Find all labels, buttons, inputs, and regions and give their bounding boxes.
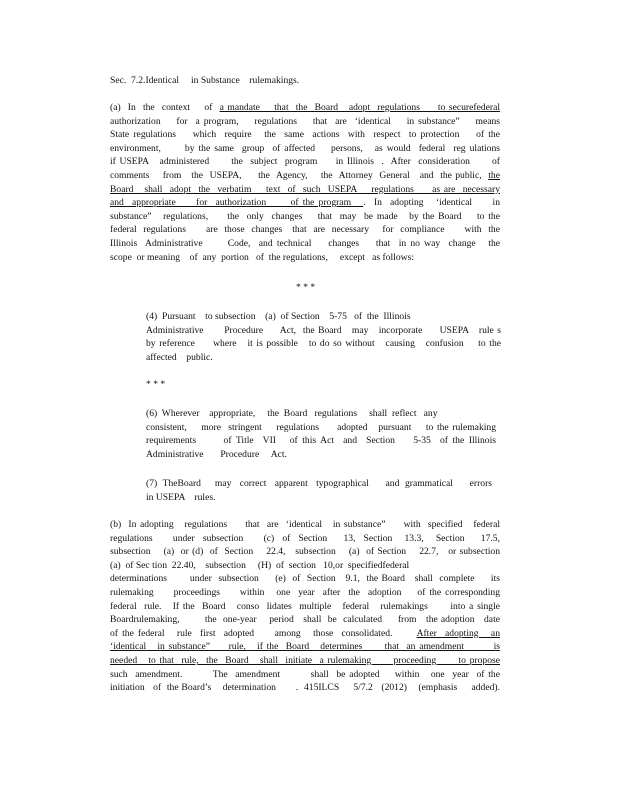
text-line: [110, 586, 500, 600]
text-line: [110, 572, 500, 586]
text-segment: substance” regulations, the only changes that may be made by the Board to the: [110, 210, 500, 222]
text-line: [110, 169, 500, 183]
underlined-text: Board shall adopt the verbatim text of such USEPA regulations as are necessary: [110, 183, 500, 195]
text-segment: affected public.: [146, 351, 213, 363]
text-line: [146, 310, 501, 324]
text-segment: Boardrulemaking, the one-year period shall be calculated from the adoption date: [110, 614, 500, 626]
text-line: [110, 559, 500, 573]
text-segment: Illinois Administrative Code, and technical changes that in no way change the: [110, 237, 500, 249]
text-line: [110, 640, 500, 654]
text-line: [110, 518, 500, 532]
text-line: [146, 351, 501, 365]
item-4: [146, 310, 501, 364]
text-segment: environment, by the same group of affected persons, as would federal reg ulations: [110, 142, 500, 154]
item-7: [146, 477, 492, 504]
text-segment: consistent, more stringent regulations adopted pursuant to the rulemaking: [146, 421, 496, 433]
text-segment: rulemaking proceedings within one year after the adoption of the corresponding: [110, 586, 500, 598]
text-line: [110, 600, 500, 614]
text-segment: requirements of Title VII of this Act and Section 5-35 of the Illinois: [146, 435, 496, 447]
underlined-text: needed to that rule, the Board shall initiate a rulemaking proceeding to propose: [110, 654, 500, 666]
text-line: [146, 337, 501, 351]
text-line: [110, 142, 500, 156]
text-line: [110, 545, 500, 559]
text-line: [110, 115, 500, 129]
ellipsis-stars: * * *: [146, 379, 166, 390]
underlined-text: and appropriate for authorization of the program: [110, 197, 364, 209]
text-segment: Administrative Procedure Act, the Board may incorporate USEPA rule s: [146, 324, 501, 336]
text-segment: authorization for a program, regulations that are ‘identical in substance” means: [110, 115, 500, 127]
text-line: [110, 210, 500, 224]
text-line: [146, 477, 492, 491]
text-segment: of the federal rule first adopted among those consolidated.: [110, 627, 417, 639]
text-segment: by reference where it is possible to do so without causing confusion to the: [146, 338, 501, 350]
text-segment: determinations under subsection (e) of Section 9.1, the Board shall complete its: [110, 573, 500, 585]
text-line: [146, 434, 496, 448]
text-line: [110, 223, 500, 237]
text-line: [146, 421, 496, 435]
section-heading: Sec. 7.2.Identical in Substance rulemakings.: [110, 75, 300, 86]
text-segment: (b) In adopting regulations that are ‘identical in substance” with specified federal: [110, 519, 500, 530]
text-line: [110, 681, 500, 695]
text-segment: federal rule. If the Board conso lidates multiple federal rulemakings into a single: [110, 600, 500, 612]
ellipsis-stars: * * *: [296, 282, 316, 293]
text-segment: federal regulations are those changes that are necessary for compliance with the: [110, 224, 500, 236]
text-line: [110, 237, 500, 251]
text-segment: in USEPA rules.: [146, 491, 216, 503]
text-segment: if USEPA administered the subject program in Illinois . After consideration of: [110, 156, 500, 168]
text-segment: scope or meaning of any portion of the regulations, except as follows:: [110, 251, 414, 263]
paragraph-b: [110, 518, 500, 695]
text-segment: (7) TheBoard may correct apparent typographical and grammatical errors: [146, 478, 492, 489]
text-line: [110, 654, 500, 668]
text-segment: . In adopting ‘identical in: [363, 197, 500, 209]
underlined-text: After adopting an: [416, 627, 500, 639]
text-segment: regulations under subsection (c) of Section 13, Section 13.3, Section 17.5,: [110, 532, 500, 544]
text-line: [146, 324, 501, 338]
text-segment: subsection (a) or (d) of Section 22.4, subsection (a) of Section 22.7, or subsection: [110, 546, 500, 558]
text-segment: (4) Pursuant to subsection (a) of Section 5-75 of the Illinois: [146, 311, 411, 322]
text-line: [110, 183, 500, 197]
text-line: [110, 613, 500, 627]
underlined-text: the: [488, 169, 500, 181]
text-segment: such amendment. The amendment shall be adopted within one year of the: [110, 668, 500, 680]
item-6: [146, 407, 496, 461]
text-segment: initiation of the Board’s determination . 415ILCS 5/7.2 (2012) (emphasis added).: [110, 682, 500, 694]
text-line: [110, 196, 500, 210]
text-segment: (a) In the context of: [110, 102, 220, 113]
text-segment: Administrative Procedure Act.: [146, 448, 287, 460]
text-line: [146, 491, 492, 505]
text-segment: State regulations which require the same actions with respect to protection of the: [110, 129, 500, 141]
text-line: [146, 448, 496, 462]
text-line: [110, 128, 500, 142]
text-line: [110, 101, 500, 115]
text-line: [110, 668, 500, 682]
paragraph-a: [110, 101, 500, 264]
text-line: [110, 251, 500, 265]
underlined-text: a mandate that the Board adopt regulations to securefederal: [219, 102, 500, 113]
text-segment: (6) Wherever appropriate, the Board regulations shall reflect any: [146, 408, 438, 419]
text-line: [110, 155, 500, 169]
text-segment: comments from the USEPA, the Agency, the Attorney General and the public,: [110, 169, 489, 181]
text-line: [110, 627, 500, 641]
text-line: [110, 532, 500, 546]
text-line: [146, 407, 496, 421]
text-segment: (a) of Sec tion 22.40, subsection (H) of section 10,or specifiedfederal: [110, 559, 410, 571]
underlined-text: ‘identical in substance” rule, if the Board determines that an amendment is: [110, 641, 500, 653]
